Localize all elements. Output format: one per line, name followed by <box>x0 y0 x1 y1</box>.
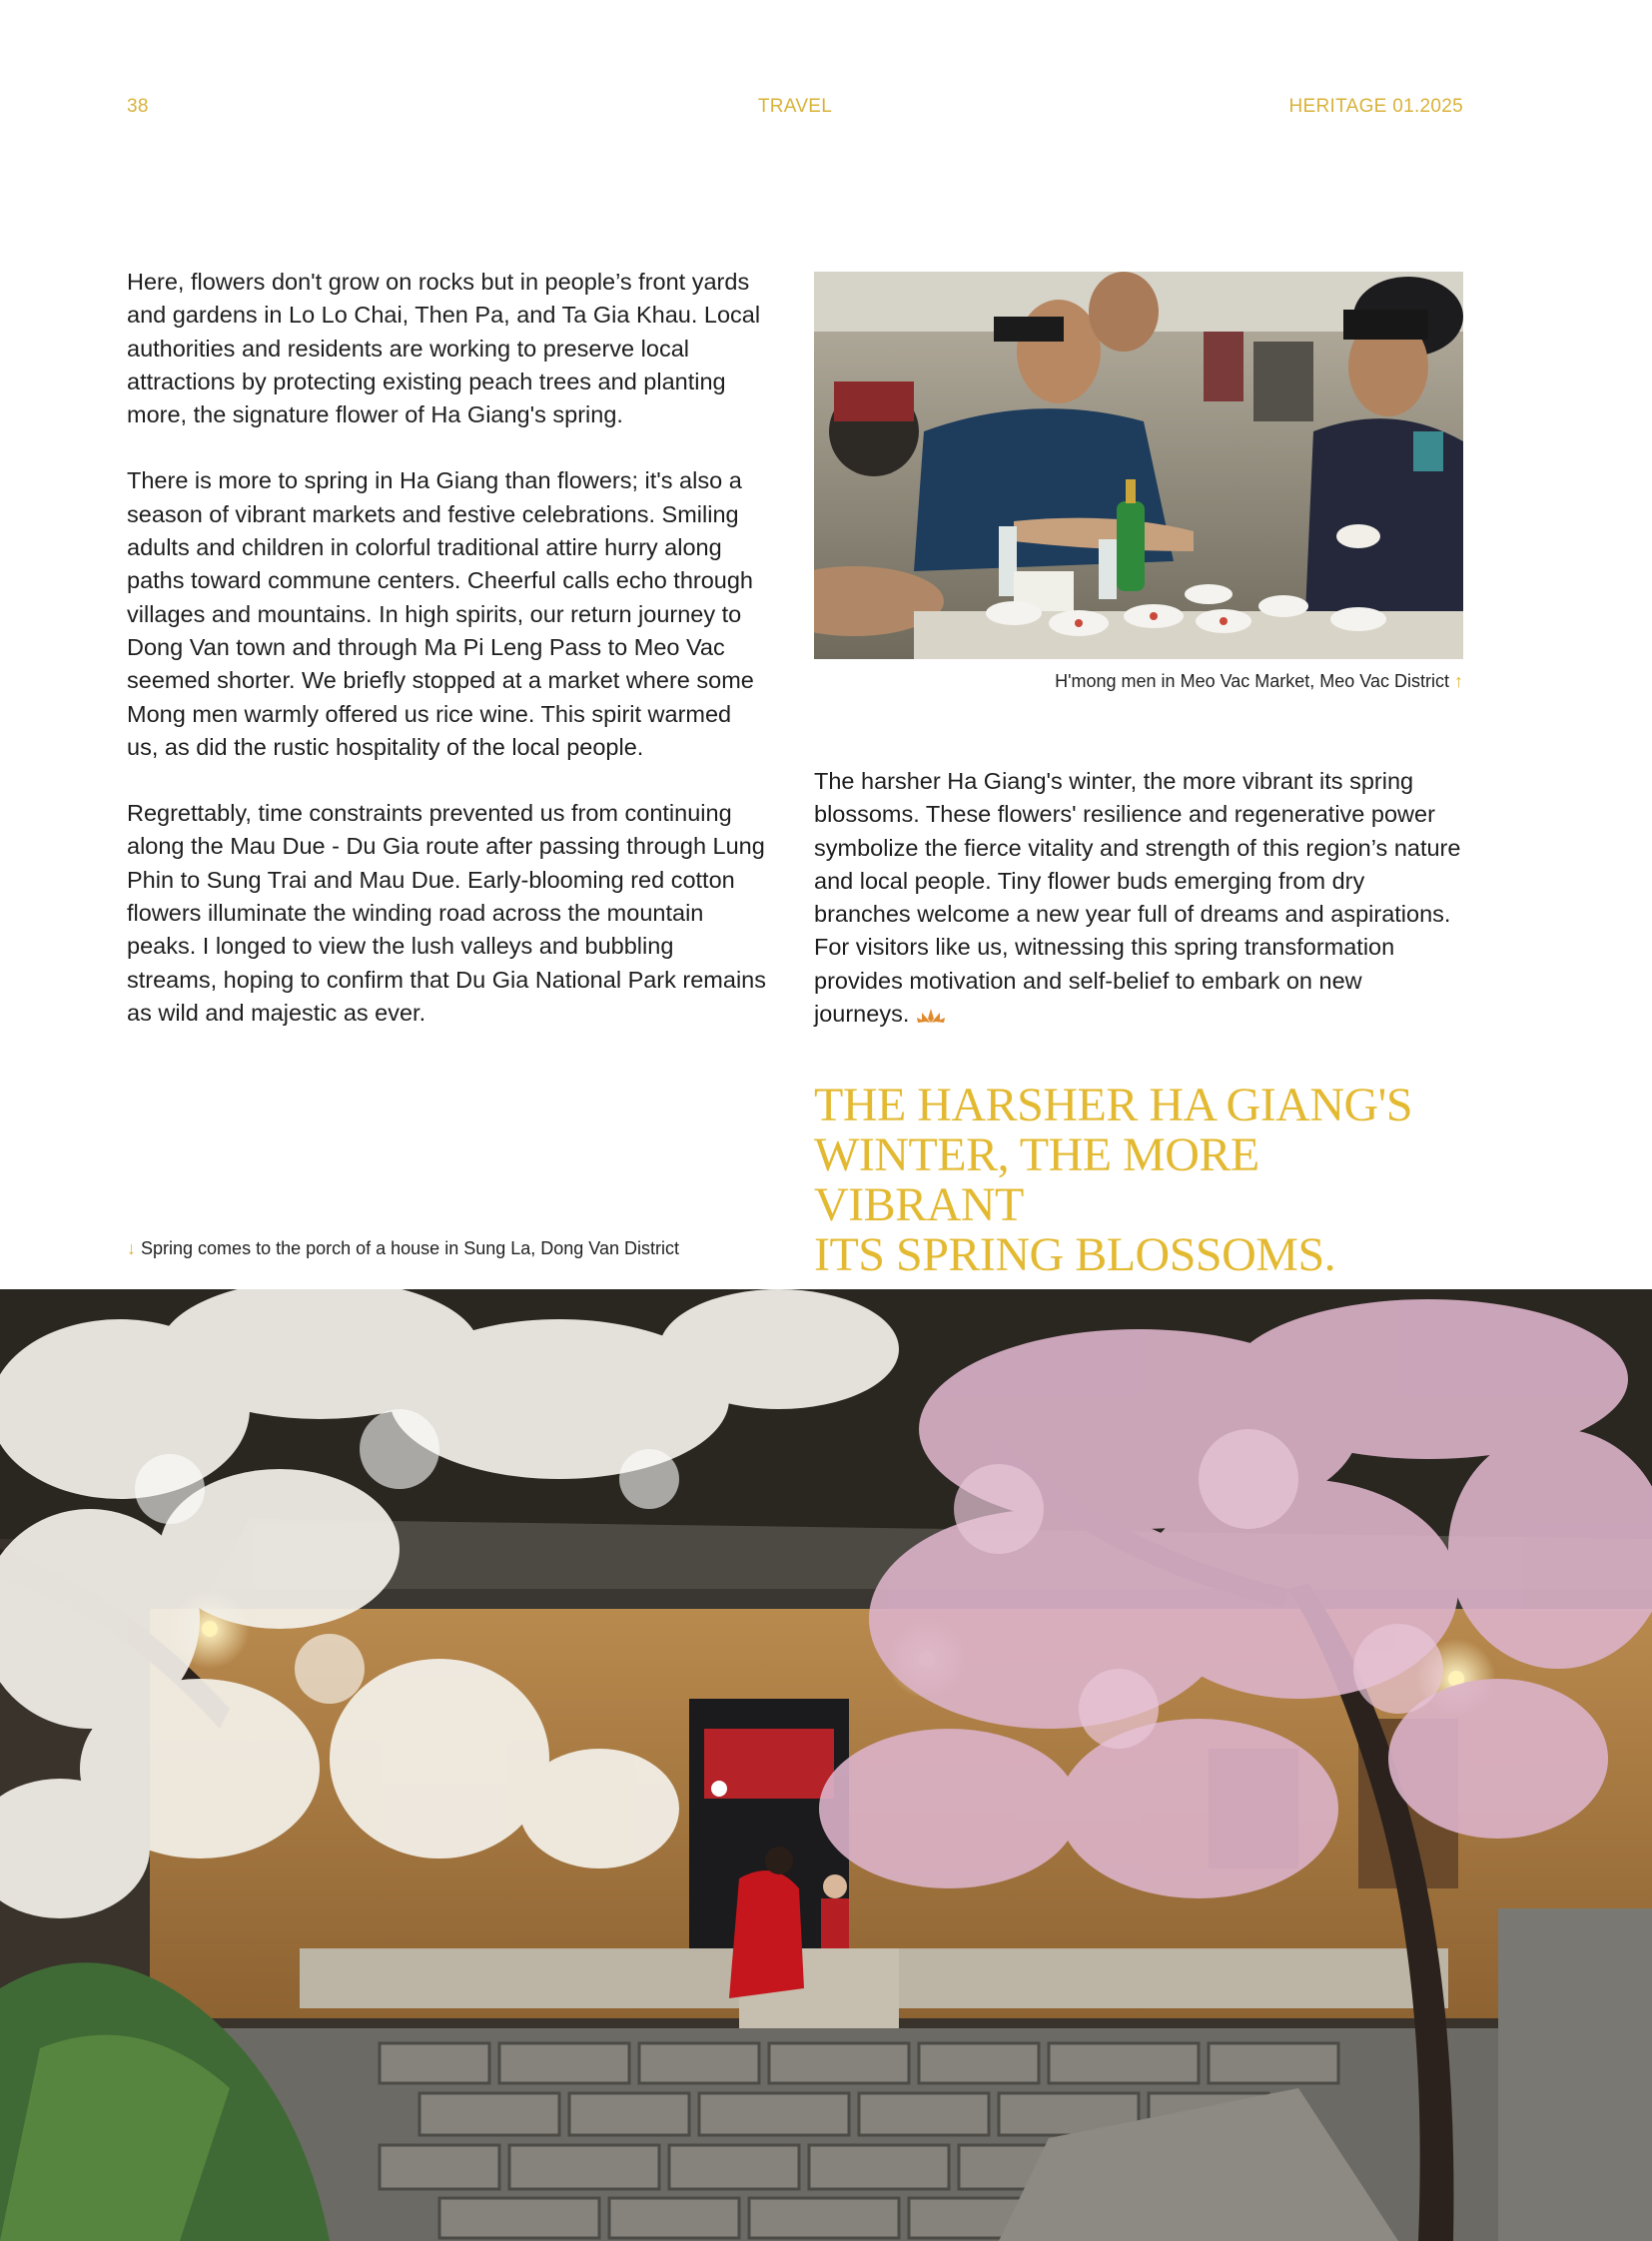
body-paragraph: Here, flowers don't grow on rocks but in people’s front yards and gardens in Lo Lo Chai, Then Pa, and Ta Gia Khau. Local authorities and residents are working to preserve local attractions by protecting existing peach trees and planting more, the signature flower of Ha Giang's spring. <box>127 269 761 428</box>
body-paragraph-text: The harsher Ha Giang's winter, the more vibrant its spring blossoms. These flowers' resilience and regenerative power symbolize the fierce vitality and strength of this region’s nature and local people. Tiny flower buds emerging from dry branches welcome a new year full of dreams and aspirations. For visitors like us, witnessing this spring transformation provides motivation and self-belief to embark on new journeys. <box>814 768 1461 1028</box>
down-arrow-icon: ↓ <box>127 1238 136 1258</box>
section-name: TRAVEL <box>757 96 833 117</box>
body-paragraph <box>814 765 1463 1034</box>
bottom-photo-caption <box>127 1238 679 1259</box>
magazine-issue: HERITAGE 01.2025 <box>1288 96 1463 117</box>
pull-quote-line: THE HARSHER HA GIANG'S <box>814 1079 1413 1131</box>
right-column <box>814 765 1463 1067</box>
left-column <box>127 266 766 1063</box>
body-paragraph: There is more to spring in Ha Giang than flowers; it's also a season of vibrant markets and festive celebrations. Smiling adults and children in colorful traditional attire hurry along paths toward commune centers. Cheerful calls echo through villages and mountains. In high spirits, our return journey to Dong Van town and through Ma Pi Leng Pass to Meo Vac seemed shorter. We briefly stopped at a market where some Mong men warmly offered us rice wine. This spirit warmed us, as did the rustic hospitality of the local people. <box>127 467 754 760</box>
blossom-house-photo <box>0 1289 1652 2241</box>
pull-quote <box>814 1081 1463 1280</box>
caption-text: H'mong men in Meo Vac Market, Meo Vac District <box>1055 671 1449 691</box>
market-photo <box>814 272 1463 659</box>
running-header <box>127 96 1463 120</box>
top-photo-caption <box>1055 671 1463 692</box>
caption-text: Spring comes to the porch of a house in Sung La, Dong Van District <box>141 1238 679 1258</box>
pull-quote-line: ITS SPRING BLOSSOMS. <box>814 1228 1336 1281</box>
page-number: 38 <box>127 96 149 117</box>
pull-quote-line: WINTER, THE MORE VIBRANT <box>814 1128 1259 1231</box>
lotus-icon <box>916 1001 946 1034</box>
up-arrow-icon: ↑ <box>1454 671 1463 691</box>
body-paragraph: Regrettably, time constraints prevented us from continuing along the Mau Due - Du Gia route after passing through Lung Phin to Sung Trai and Mau Due. Early-blooming red cotton flowers illuminate the winding road across the mountain peaks. I longed to view the lush valleys and bubbling streams, hoping to confirm that Du Gia National Park remains as wild and majestic as ever. <box>127 800 766 1026</box>
